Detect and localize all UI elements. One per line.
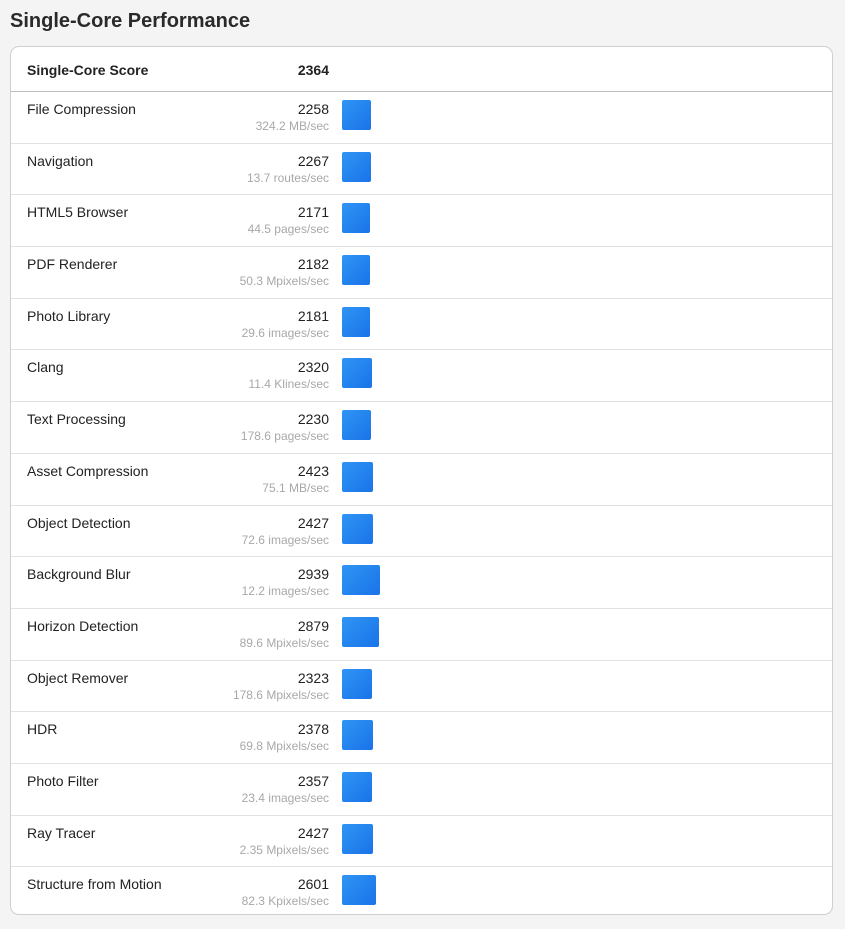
benchmark-row: [11, 299, 832, 351]
benchmark-bar: [342, 772, 372, 802]
benchmark-bar: [342, 875, 376, 905]
benchmark-name: Structure from Motion: [27, 876, 162, 893]
benchmark-rate: 324.2 MB/sec: [255, 119, 329, 133]
benchmark-score: 2378: [297, 721, 329, 738]
benchmark-name: Photo Filter: [27, 772, 99, 789]
benchmark-score: 2258: [297, 101, 329, 117]
benchmark-rate: 29.6 images/sec: [241, 325, 329, 340]
benchmark-bar: [342, 358, 372, 388]
benchmark-bar: [342, 462, 373, 492]
benchmark-rate: 178.6 Mpixels/sec: [232, 687, 329, 702]
benchmark-bar: [342, 152, 371, 182]
benchmark-row: [11, 867, 832, 915]
benchmark-name: Object Detection: [27, 514, 131, 531]
benchmark-rate: 11.4 Klines/sec: [248, 377, 329, 392]
benchmark-name: Clang: [27, 359, 64, 376]
benchmark-rate: 2.35 Mpixels/sec: [239, 842, 329, 857]
benchmark-row: [11, 609, 832, 661]
benchmark-row: [11, 92, 832, 144]
benchmark-rate: 75.1 MB/sec: [262, 480, 329, 495]
benchmark-row: [11, 454, 832, 506]
benchmark-row: [11, 402, 832, 454]
benchmark-name: Ray Tracer: [27, 824, 96, 841]
benchmark-rate: 72.6 images/sec: [241, 532, 329, 547]
benchmark-bar: [342, 203, 370, 233]
benchmark-rate: 89.6 Mpixels/sec: [239, 635, 329, 650]
benchmark-row: [11, 144, 832, 196]
benchmark-rate: 178.6 pages/sec: [240, 429, 329, 444]
benchmark-name: Object Remover: [27, 669, 129, 686]
benchmark-row: [11, 661, 832, 713]
summary-label: Single-Core Score: [27, 62, 149, 78]
benchmark-score: 2879: [297, 617, 329, 634]
summary-value: 2364: [297, 62, 329, 78]
benchmark-rate: 13.7 routes/sec: [246, 170, 329, 185]
benchmark-name: HDR: [27, 721, 58, 738]
benchmark-score: 2320: [297, 359, 329, 376]
benchmark-score: 2427: [297, 514, 329, 531]
benchmark-row: [11, 816, 832, 868]
benchmark-bar: [342, 255, 370, 285]
benchmark-name: HTML5 Browser: [27, 204, 129, 221]
benchmark-name: Navigation: [27, 152, 94, 169]
benchmark-bar: [342, 514, 373, 544]
benchmark-score: 2267: [297, 152, 329, 169]
benchmark-score: 2939: [297, 566, 329, 583]
benchmark-rate: 50.3 Mpixels/sec: [239, 274, 329, 289]
benchmark-score: 2601: [297, 876, 329, 893]
benchmark-score: 2357: [297, 772, 329, 789]
benchmark-name: Asset Compression: [27, 462, 149, 479]
benchmark-score: 2230: [297, 411, 329, 428]
benchmark-score: 2171: [297, 204, 329, 221]
benchmark-name: Horizon Detection: [27, 617, 139, 634]
results-panel: [10, 46, 833, 915]
benchmark-score: 2427: [297, 824, 329, 841]
benchmark-name: PDF Renderer: [27, 256, 118, 273]
benchmark-bar: [342, 307, 370, 337]
summary-row: [11, 47, 832, 92]
benchmark-name: File Compression: [27, 101, 136, 117]
benchmark-score: 2423: [297, 462, 329, 479]
benchmark-row: [11, 712, 832, 764]
benchmark-bar: [342, 720, 373, 750]
benchmark-rate: 82.3 Kpixels/sec: [241, 894, 329, 909]
benchmark-row: [11, 247, 832, 299]
benchmark-rate: 69.8 Mpixels/sec: [239, 739, 329, 754]
benchmark-bar: [342, 824, 373, 854]
benchmark-score: 2323: [297, 669, 329, 686]
benchmark-rate: 23.4 images/sec: [241, 790, 329, 805]
benchmark-bar: [342, 617, 379, 647]
benchmark-row: [11, 195, 832, 247]
page-title: Single-Core Performance: [10, 10, 251, 32]
benchmark-bar: [342, 100, 371, 130]
benchmark-bar: [342, 565, 380, 595]
benchmark-bar: [342, 669, 372, 699]
benchmark-row: [11, 764, 832, 816]
benchmark-name: Text Processing: [27, 411, 126, 428]
benchmark-row: [11, 557, 832, 609]
benchmark-score: 2181: [297, 307, 329, 324]
benchmark-row: [11, 506, 832, 558]
benchmark-bar: [342, 410, 371, 440]
benchmark-name: Photo Library: [27, 307, 111, 324]
benchmark-score: 2182: [297, 256, 329, 273]
benchmark-rate: 44.5 pages/sec: [247, 222, 329, 237]
benchmark-row: [11, 350, 832, 402]
benchmark-rate: 12.2 images/sec: [241, 584, 329, 599]
benchmark-list: [11, 92, 832, 915]
benchmark-name: Background Blur: [27, 566, 131, 583]
